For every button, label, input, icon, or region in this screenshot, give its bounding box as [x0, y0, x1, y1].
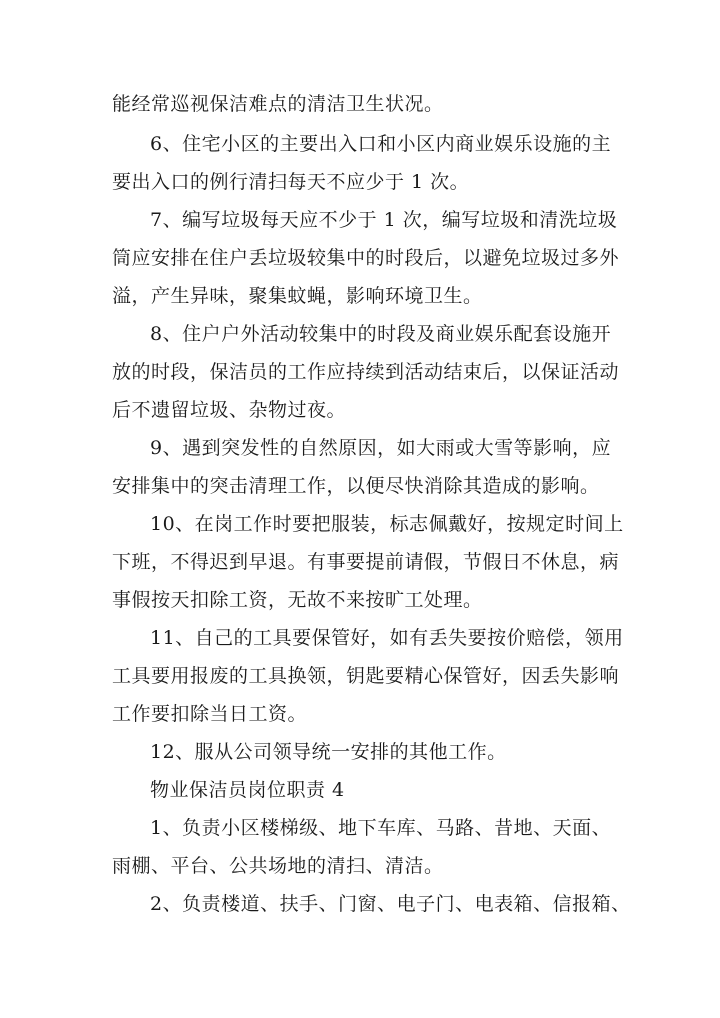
text-line: 后不遗留垃圾、杂物过夜。 [112, 399, 347, 421]
text-line: 8、住户户外活动较集中的时段及商业娱乐配套设施开 [150, 323, 612, 345]
text-line: 6、住宅小区的主要出入口和小区内商业娱乐设施的主 [150, 133, 612, 155]
text-line: 11、自己的工具要保管好，如有丢失要按价赔偿，领用 [150, 627, 624, 649]
text-line: 放的时段，保洁员的工作应持续到活动结束后，以保证活动 [112, 361, 620, 383]
text-line: 要出入口的例行清扫每天不应少于 1 次。 [112, 171, 470, 193]
text-line: 10、在岗工作时要把服装，标志佩戴好，按规定时间上 [150, 513, 624, 535]
text-line: 事假按天扣除工资，无故不来按旷工处理。 [112, 589, 483, 611]
text-line: 工具要用报废的工具换领，钥匙要精心保管好，因丢失影响 [112, 665, 620, 687]
text-line: 安排集中的突击清理工作，以便尽快消除其造成的影响。 [112, 475, 600, 497]
text-line: 能经常巡视保洁难点的清洁卫生状况。 [112, 93, 444, 115]
section-heading: 物业保洁员岗位职责 4 [150, 779, 345, 801]
text-line: 2、负责楼道、扶手、门窗、电子门、电表箱、信报箱、 [150, 893, 631, 915]
text-line: 12、服从公司领导统一安排的其他工作。 [150, 741, 507, 763]
text-line: 溢，产生异味，聚集蚊蝇，影响环境卫生。 [112, 285, 483, 307]
text-line: 工作要扣除当日工资。 [112, 703, 308, 725]
text-line: 雨棚、平台、公共场地的清扫、清洁。 [112, 855, 444, 877]
text-line: 1、负责小区楼梯级、地下车库、马路、昔地、天面、 [150, 817, 612, 839]
text-line: 筒应安排在住户丢垃圾较集中的时段后，以避免垃圾过多外 [112, 247, 620, 269]
text-line: 7、编写垃圾每天应不少于 1 次，编写垃圾和清洗垃圾 [150, 209, 618, 231]
text-line: 9、遇到突发性的自然原因，如大雨或大雪等影响，应 [150, 437, 612, 459]
text-line: 下班，不得迟到早退。有事要提前请假，节假日不休息，病 [112, 551, 620, 573]
